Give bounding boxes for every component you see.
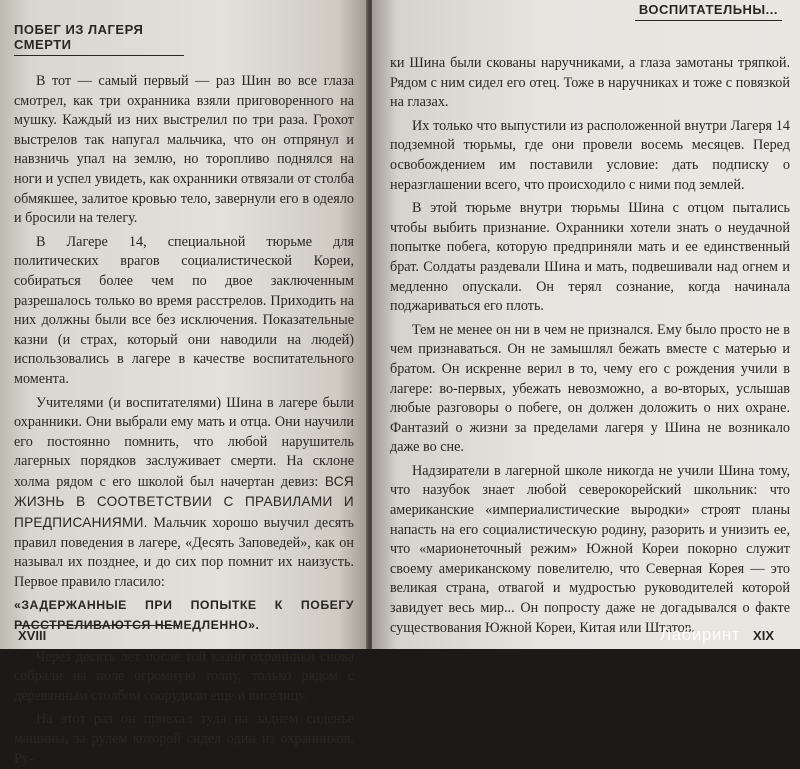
watermark-logo: Лабиринт (660, 625, 740, 644)
paragraph-continuation: ки Шина были скованы наручниками, а глаза замотаны тряпкой. Рядом с ним сидел его отец. Тоже в наручниках и тоже с повязкой на глазах. (390, 55, 790, 111)
page-number-left: XVIII (18, 625, 178, 643)
paragraph: В Лагере 14, специальной тюрьме для политических врагов социалистической Кореи, собираться более чем по двое заключенным разрешалось только во время расстрелов. Приходить на них должны были все без исключения. Показательные казни (и страх, который они наводили на людей) использовались в лагере в качестве воспитательного момента. (14, 233, 354, 387)
paragraph: В этой тюрьме внутри тюрьмы Шина с отцом пытались чтобы выбить признание. Охранники хотели знать о неудачной попытке побега, которую предприняли мать и ее единственный брат. Солдаты раздевали Шина и мать, подвешивали над огнем и медленно опускали. Он терял сознание, когда начинала поджариваться его плоть. (390, 200, 790, 315)
right-body (390, 54, 790, 638)
motto: ВСЯ ЖИЗНЬ В СООТВЕТСТВИИ С ПРАВИЛАМИ И ПРЕДПИСАНИЯМИ. (14, 473, 355, 531)
paragraph: Их только что выпустили из расположенной внутри Лагеря 14 подземной тюрьмы, где они провели восемь месяцев. Перед освобождением им поставили условие: дать подписку о неразглашении всего, что происходило с ними под землей. (390, 117, 790, 193)
paragraph: Через десять лет после той казни охранники снова собрали на поле огромную толпу, только рядом с деревянным столбом соорудили еще и виселицу. (14, 648, 354, 704)
running-head-right: ВОСПИТАТЕЛЬНЫ... (635, 2, 782, 21)
paragraph-text: Мальчик хорошо выучил десять правил поведения в лагере, «Десять Заповедей», как он называл их позднее, и до сих пор помнит их наизусть. Первое правило гласило: (14, 515, 354, 590)
rule-quote: «ЗАДЕРЖАННЫЕ ПРИ ПОПЫТКЕ К ПОБЕГУ РАССТРЕЛИВАЮТСЯ НЕМЕДЛЕННО». (14, 598, 354, 633)
paragraph (14, 394, 354, 593)
running-head-left: ПОБЕГ ИЗ ЛАГЕРЯ СМЕРТИ (14, 22, 184, 56)
right-page (372, 0, 800, 649)
page-number-right: XIX (753, 628, 774, 643)
paragraph: Надзиратели в лагерной школе никогда не учили Шина тому, что назубок знает любой северокорейский школьник: что американские «империалистические выродки» строят планы напасть на его социалистическую родину, разорить и унизить ее, что «марионеточный режим» Южной Кореи покорно служит своему американскому повелителю, что Северная Корея — это великая страна, отвагой и мудростью руководителей которой завидует весь мир... Он попросту даже не догадывался о факте существования Южной Кореи, Китая или Штатов. (390, 462, 790, 636)
paragraph-text: Учителями (и воспитателями) Шина в лагере были охранники. Они выбрали ему мать и отца. Они научили его постоянно помнить, что любой нарушитель лагерных порядков заслуживает смерти. На склоне холма рядом с его школой был начертан девиз: (14, 394, 354, 490)
paragraph: В тот — самый первый — раз Шин во все глаза смотрел, как три охранника взяли приговоренного на мушку. Каждый из них выстрелил по три раза. Грохот выстрелов так напугал мальчика, что он отпрянул и навзничь упал на землю, но торопливо поднялся на ноги и успел увидеть, как охранники отвязали от столба обмякшее, залитое кровью тело, завернули его в одеяло и бросили на телегу. (14, 73, 354, 227)
paragraph: Тем не менее он ни в чем не признался. Ему было просто не в чем признаваться. Он не замышлял бежать вместе с матерью и братом. Он искренне верил в то, чему его с рождения учили в лагере: во-первых, убежать невозможно, а во-вторых, услышав любые разговоры о побеге, он должен доложить о них охране. Фантазий о жизни за пределами лагеря у Шина не возникало даже во сне. (390, 321, 790, 456)
paragraph: На этот раз он приехал туда на заднем сиденье машины, за рулем которой сидел один из охранников. Ру- (14, 711, 354, 767)
left-page (0, 0, 368, 767)
